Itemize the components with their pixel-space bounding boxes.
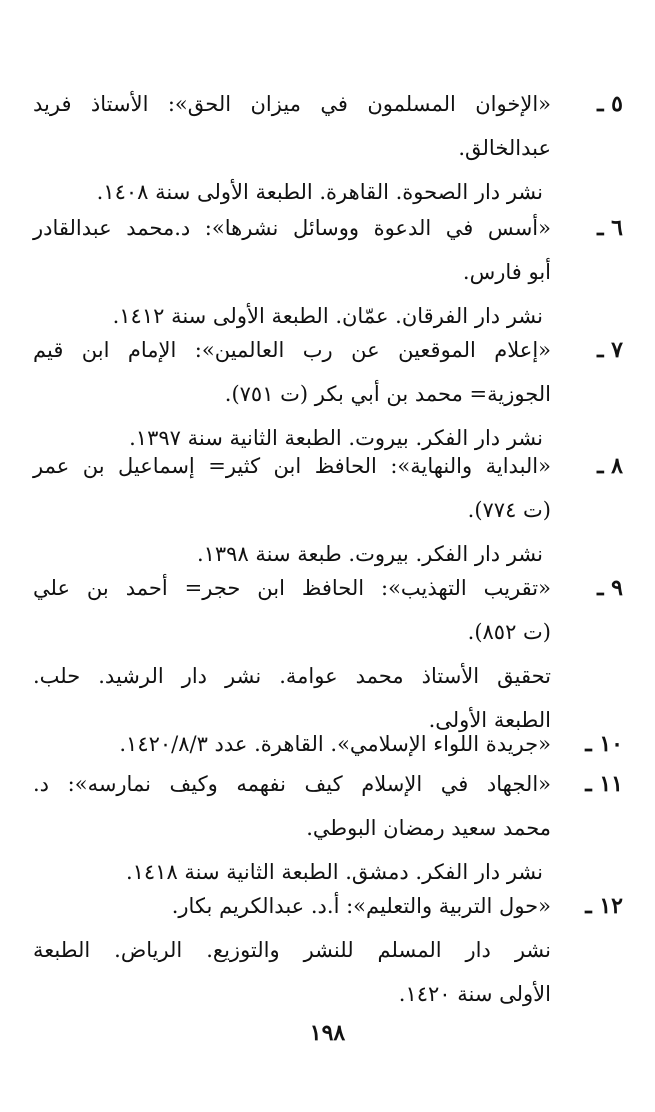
entry-title-line: «البداية والنهاية»: الحافظ ابن كثير= إسماعيل بن عمر bbox=[33, 454, 551, 478]
entry-title-line: «الإخوان المسلمون في ميزان الحق»: الأستاذ فريد bbox=[33, 92, 551, 116]
entry-number: ٦ ـ bbox=[597, 215, 623, 241]
reference-entry bbox=[33, 722, 623, 766]
entry-title-continuation: (ت ٨٥٢). bbox=[467, 620, 551, 644]
entry-line bbox=[33, 126, 623, 170]
entry-line bbox=[33, 610, 623, 654]
page-number: ١٩٨ bbox=[309, 1020, 346, 1046]
entry-title-line: «جريدة اللواء الإسلامي». القاهرة. عدد ١٤٢٠/٨/٣. bbox=[119, 732, 551, 756]
entry-title-line: «حول التربية والتعليم»: أ.د. عبدالكريم بكار. bbox=[171, 894, 551, 918]
entry-line bbox=[33, 372, 623, 416]
entry-number: ١١ ـ bbox=[585, 771, 623, 797]
entry-line bbox=[33, 806, 623, 850]
entry-line bbox=[33, 762, 623, 806]
reference-entry bbox=[33, 328, 623, 460]
entry-publisher: نشر دار الفكر. بيروت. الطبعة الثانية سنة ١٣٩٧. bbox=[129, 426, 543, 450]
entry-publisher: نشر دار الفكر. بيروت. طبعة سنة ١٣٩٨. bbox=[196, 542, 543, 566]
entry-publisher: نشر دار الصحوة. القاهرة. الطبعة الأولى سنة ١٤٠٨. bbox=[96, 180, 543, 204]
reference-entry bbox=[33, 206, 623, 338]
reference-entry bbox=[33, 444, 623, 576]
entry-line bbox=[33, 488, 623, 532]
reference-entry bbox=[33, 762, 623, 894]
entry-number: ٥ ـ bbox=[597, 91, 623, 117]
entry-title-continuation: (ت ٧٧٤). bbox=[467, 498, 551, 522]
reference-entry bbox=[33, 566, 623, 742]
entry-line bbox=[33, 722, 623, 766]
entry-title-line: «أسس في الدعوة ووسائل نشرها»: د.محمد عبدالقادر bbox=[33, 216, 551, 240]
entry-publisher: نشر دار المسلم للنشر والتوزيع. الرياض. الطبعة bbox=[33, 938, 551, 962]
entry-title-line: «إعلام الموقعين عن رب العالمين»: الإمام ابن قيم bbox=[33, 338, 551, 362]
entry-line bbox=[33, 82, 623, 126]
entry-number: ٩ ـ bbox=[597, 575, 623, 601]
entry-number: ١٢ ـ bbox=[585, 893, 623, 919]
entry-line bbox=[33, 328, 623, 372]
entry-publisher: نشر دار الفرقان. عمّان. الطبعة الأولى سنة ١٤١٢. bbox=[112, 304, 543, 328]
entry-title-continuation: عبدالخالق. bbox=[458, 136, 551, 160]
entry-number: ١٠ ـ bbox=[585, 731, 623, 757]
entry-line bbox=[33, 566, 623, 610]
entry-line bbox=[33, 206, 623, 250]
entry-publisher: نشر دار الفكر. دمشق. الطبعة الثانية سنة ١٤١٨. bbox=[125, 860, 543, 884]
reference-entry bbox=[33, 82, 623, 214]
entry-publisher: تحقيق الأستاذ محمد عوامة. نشر دار الرشيد. حلب. bbox=[33, 664, 551, 688]
reference-entry bbox=[33, 884, 623, 1016]
entry-number: ٨ ـ bbox=[597, 453, 623, 479]
entry-line bbox=[33, 884, 623, 928]
entry-line bbox=[33, 654, 623, 698]
entry-line bbox=[33, 250, 623, 294]
entry-title-continuation: محمد سعيد رمضان البوطي. bbox=[306, 816, 551, 840]
entry-line bbox=[33, 972, 623, 1016]
entry-title-continuation: الجوزية= محمد بن أبي بكر (ت ٧٥١). bbox=[224, 382, 551, 406]
entry-publisher-continuation: الطبعة الأولى. bbox=[428, 708, 551, 732]
entry-publisher-continuation: الأولى سنة ١٤٢٠. bbox=[398, 982, 551, 1006]
entry-title-line: «الجهاد في الإسلام كيف نفهمه وكيف نمارسه»: د. bbox=[33, 772, 551, 796]
entry-number: ٧ ـ bbox=[597, 337, 623, 363]
entry-title-continuation: أبو فارس. bbox=[462, 260, 551, 284]
entry-title-line: «تقريب التهذيب»: الحافظ ابن حجر= أحمد بن علي bbox=[33, 576, 551, 600]
entry-line bbox=[33, 444, 623, 488]
entry-line bbox=[33, 928, 623, 972]
